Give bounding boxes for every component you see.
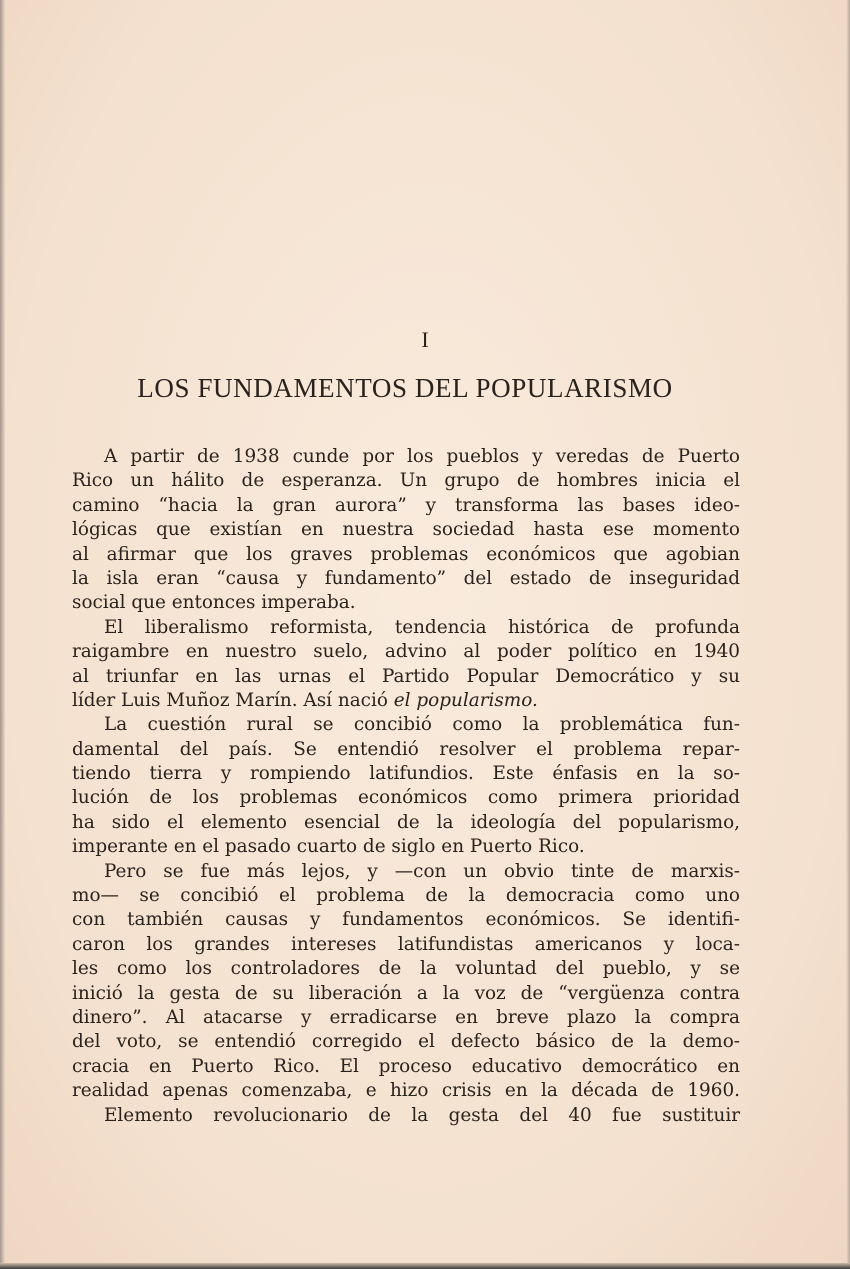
- text-line-content: social que entonces imperaba.: [72, 592, 356, 614]
- text-line: [72, 982, 740, 1006]
- text-line-content: A partir de 1938 cunde por los pueblos y veredas de Puerto: [104, 446, 740, 467]
- text-line-content: lógicas que existían en nuestra sociedad hasta ese momento: [72, 519, 740, 541]
- text-line-content: Elemento revolucionario de la gesta del 40 fue sustituir: [104, 1104, 740, 1126]
- text-line: [72, 567, 740, 591]
- text-line: [72, 713, 740, 737]
- page-edge-bottom: [0, 1263, 850, 1269]
- text-line: [72, 762, 740, 786]
- text-line: [72, 591, 740, 615]
- text-line-content: imperante en el pasado cuarto de siglo en Puerto Rico.: [72, 836, 585, 858]
- chapter-number: I: [421, 327, 429, 352]
- text-line: [72, 835, 740, 859]
- text-line-content: dinero”. Al atacarse y erradicarse en breve plazo la compra: [72, 1006, 740, 1028]
- text-line-content: damental del país. Se entendió resolver el problema repar-: [72, 738, 740, 760]
- text-line-content: El liberalismo reformista, tendencia histórica de profunda: [104, 616, 740, 638]
- text-line-content: la isla eran “causa y fundamento” del estado de inseguridad: [72, 567, 740, 589]
- text-line-content: al triunfar en las urnas el Partido Popular Democrático y su: [72, 665, 740, 687]
- emphasized-term: el popularismo.: [393, 689, 538, 711]
- text-line: [72, 811, 740, 835]
- page-edge-right: [846, 0, 850, 1269]
- text-line-content: les como los controladores de la voluntad del pueblo, y se: [72, 958, 740, 980]
- text-line: [72, 738, 740, 762]
- text-line: [72, 616, 740, 640]
- text-line: [72, 1006, 740, 1030]
- text-line: [72, 494, 740, 518]
- text-line-content: Rico un hálito de esperanza. Un grupo de hombres inicia el: [72, 470, 740, 492]
- text-line-content: raigambre en nuestro suelo, advino al poder político en 1940: [72, 641, 740, 663]
- text-line: [72, 908, 740, 932]
- body-text: [72, 445, 740, 1128]
- text-line: [72, 884, 740, 908]
- text-line: [72, 640, 740, 664]
- text-line: [72, 469, 740, 493]
- text-line: [72, 933, 740, 957]
- text-line: [72, 1030, 740, 1054]
- text-line: [72, 786, 740, 810]
- text-line: [72, 957, 740, 981]
- text-line: [72, 665, 740, 689]
- text-line-content: caron los grandes intereses latifundistas americanos y loca-: [72, 933, 740, 955]
- text-line-content: La cuestión rural se concibió como la problemática fun-: [104, 714, 740, 736]
- text-line: [72, 518, 740, 542]
- text-line-content: líder Luis Muñoz Marín. Así nació: [72, 689, 388, 711]
- page-edge-left: [0, 0, 5, 1269]
- text-line: [72, 1055, 740, 1079]
- text-line: [72, 860, 740, 884]
- text-line-content: mo— se concibió el problema de la democracia como uno: [72, 885, 740, 907]
- text-line: [72, 543, 740, 567]
- text-line-content: del voto, se entendió corregido el defecto básico de la demo-: [72, 1031, 740, 1053]
- text-line: [72, 445, 740, 469]
- text-line: [72, 689, 740, 713]
- text-line-content: con también causas y fundamentos económicos. Se identifi-: [72, 909, 740, 931]
- text-line: [72, 1079, 740, 1103]
- text-line-content: Pero se fue más lejos, y —con un obvio tinte de marxis-: [104, 860, 740, 882]
- text-line: [72, 1104, 740, 1128]
- text-line-content: realidad apenas comenzaba, e hizo crisis en la década de 1960.: [72, 1080, 740, 1102]
- text-line-content: camino “hacia la gran aurora” y transforma las bases ideo-: [72, 494, 740, 516]
- text-line-content: tiendo tierra y rompiendo latifundios. Este énfasis en la so-: [72, 763, 740, 785]
- text-line-content: cracia en Puerto Rico. El proceso educativo democrático en: [72, 1055, 740, 1077]
- text-line-content: al afirmar que los graves problemas económicos que agobian: [72, 543, 740, 565]
- text-line-content: ha sido el elemento esencial de la ideología del popularismo,: [72, 811, 740, 833]
- chapter-title: LOS FUNDAMENTOS DEL POPULARISMO: [137, 373, 673, 403]
- text-line-content: inició la gesta de su liberación a la voz de “vergüenza contra: [72, 982, 740, 1004]
- text-line-content: lución de los problemas económicos como primera prioridad: [72, 787, 740, 809]
